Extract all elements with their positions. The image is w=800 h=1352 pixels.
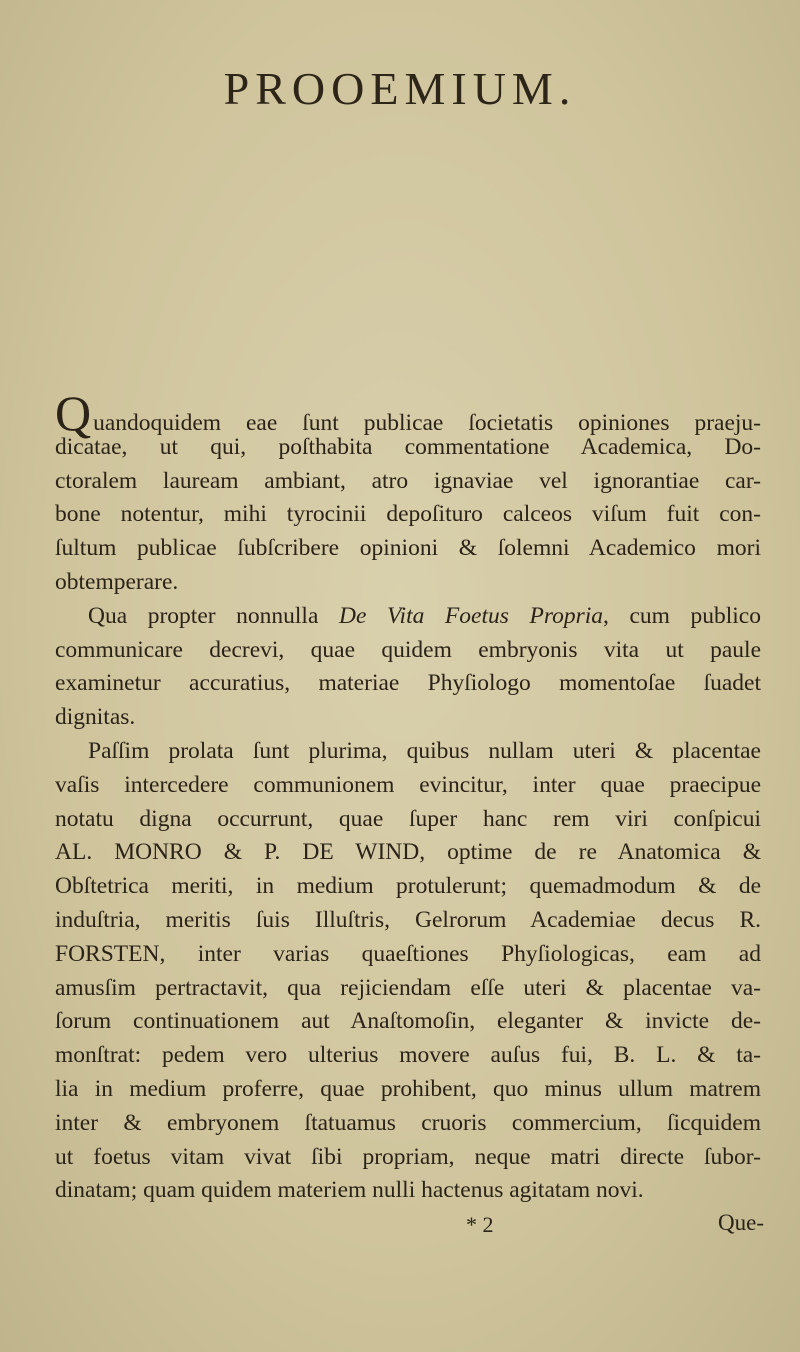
text-line: Paſſim prolata ſunt plurima, quibus nullam uteri & placentae [88,737,761,764]
text-line: induſtria, meritis ſuis Illuſtris, Gelrorum Academiae decus R. [55,906,761,933]
text-line: ctoralem lauream ambiant, atro ignaviae vel ignorantiae car- [55,467,761,494]
text-line: vaſis intercedere communionem evincitur, inter quae praecipue [55,771,761,798]
text-line: amusſim pertractavit, qua rejiciendam eſſe uteri & placentae va- [55,974,761,1001]
text-line: monſtrat: pedem vero ulterius movere auſus fui, B. L. & ta- [55,1042,761,1069]
text-line: AL. MONRO & P. DE WIND, optime de re Anatomica & [55,839,761,866]
body-text [55,385,761,1208]
signature-mark: * 2 [466,1212,494,1237]
text-line: ut foetus vitam vivat ſibi propriam, neque matri directe ſubor- [55,1143,761,1170]
text-segment: uandoquidem eae ſunt publicae ſocietatis opiniones praeju- [93,410,761,436]
text-line: dinatam; quam quidem materiem nulli hactenus agitatam novi. [55,1177,644,1204]
text-line: communicare decrevi, quae quidem embryonis vita ut paule [55,636,761,663]
text-line-first [55,385,761,441]
drop-cap: Q [55,385,92,441]
text-line: notatu digna occurrunt, quae ſuper hanc rem viri conſpicui [55,805,761,832]
text-line: ſorum continuationem aut Anaſtomoſin, eleganter & invicte de- [55,1008,761,1035]
text-segment: , cum publico [603,602,761,629]
catchword: Que- [718,1210,764,1235]
page-title: PROOEMIUM. [223,63,577,114]
text-line: inter & embryonem ſtatuamus cruoris commercium, ſicquidem [55,1109,761,1136]
text-line: dicatae, ut qui, poſthabita commentatione Academica, Do- [55,433,761,460]
text-line: bone notentur, mihi tyrocinii depoſituro calceos viſum fuit con- [55,501,761,528]
text-line: examinetur accuratius, materiae Phyſiologo momentoſae ſuadet [55,670,761,697]
text-line: lia in medium proferre, quae prohibent, quo minus ullum matrem [55,1075,761,1102]
text-segment: Qua propter nonnulla [88,602,339,629]
text-line: Obſtetrica meriti, in medium protulerunt; quemadmodum & de [55,873,761,900]
italic-title: De Vita Foetus Propria [338,602,604,629]
text-line-with-italic [55,600,761,634]
text-line: obtemperare. [55,568,179,595]
text-line: FORSTEN, inter varias quaeſtiones Phyſiologicas, eam ad [55,940,761,967]
text-line: dignitas. [55,704,136,731]
text-line: ſultum publicae ſubſcribere opinioni & ſolemni Academico mori [55,535,761,562]
